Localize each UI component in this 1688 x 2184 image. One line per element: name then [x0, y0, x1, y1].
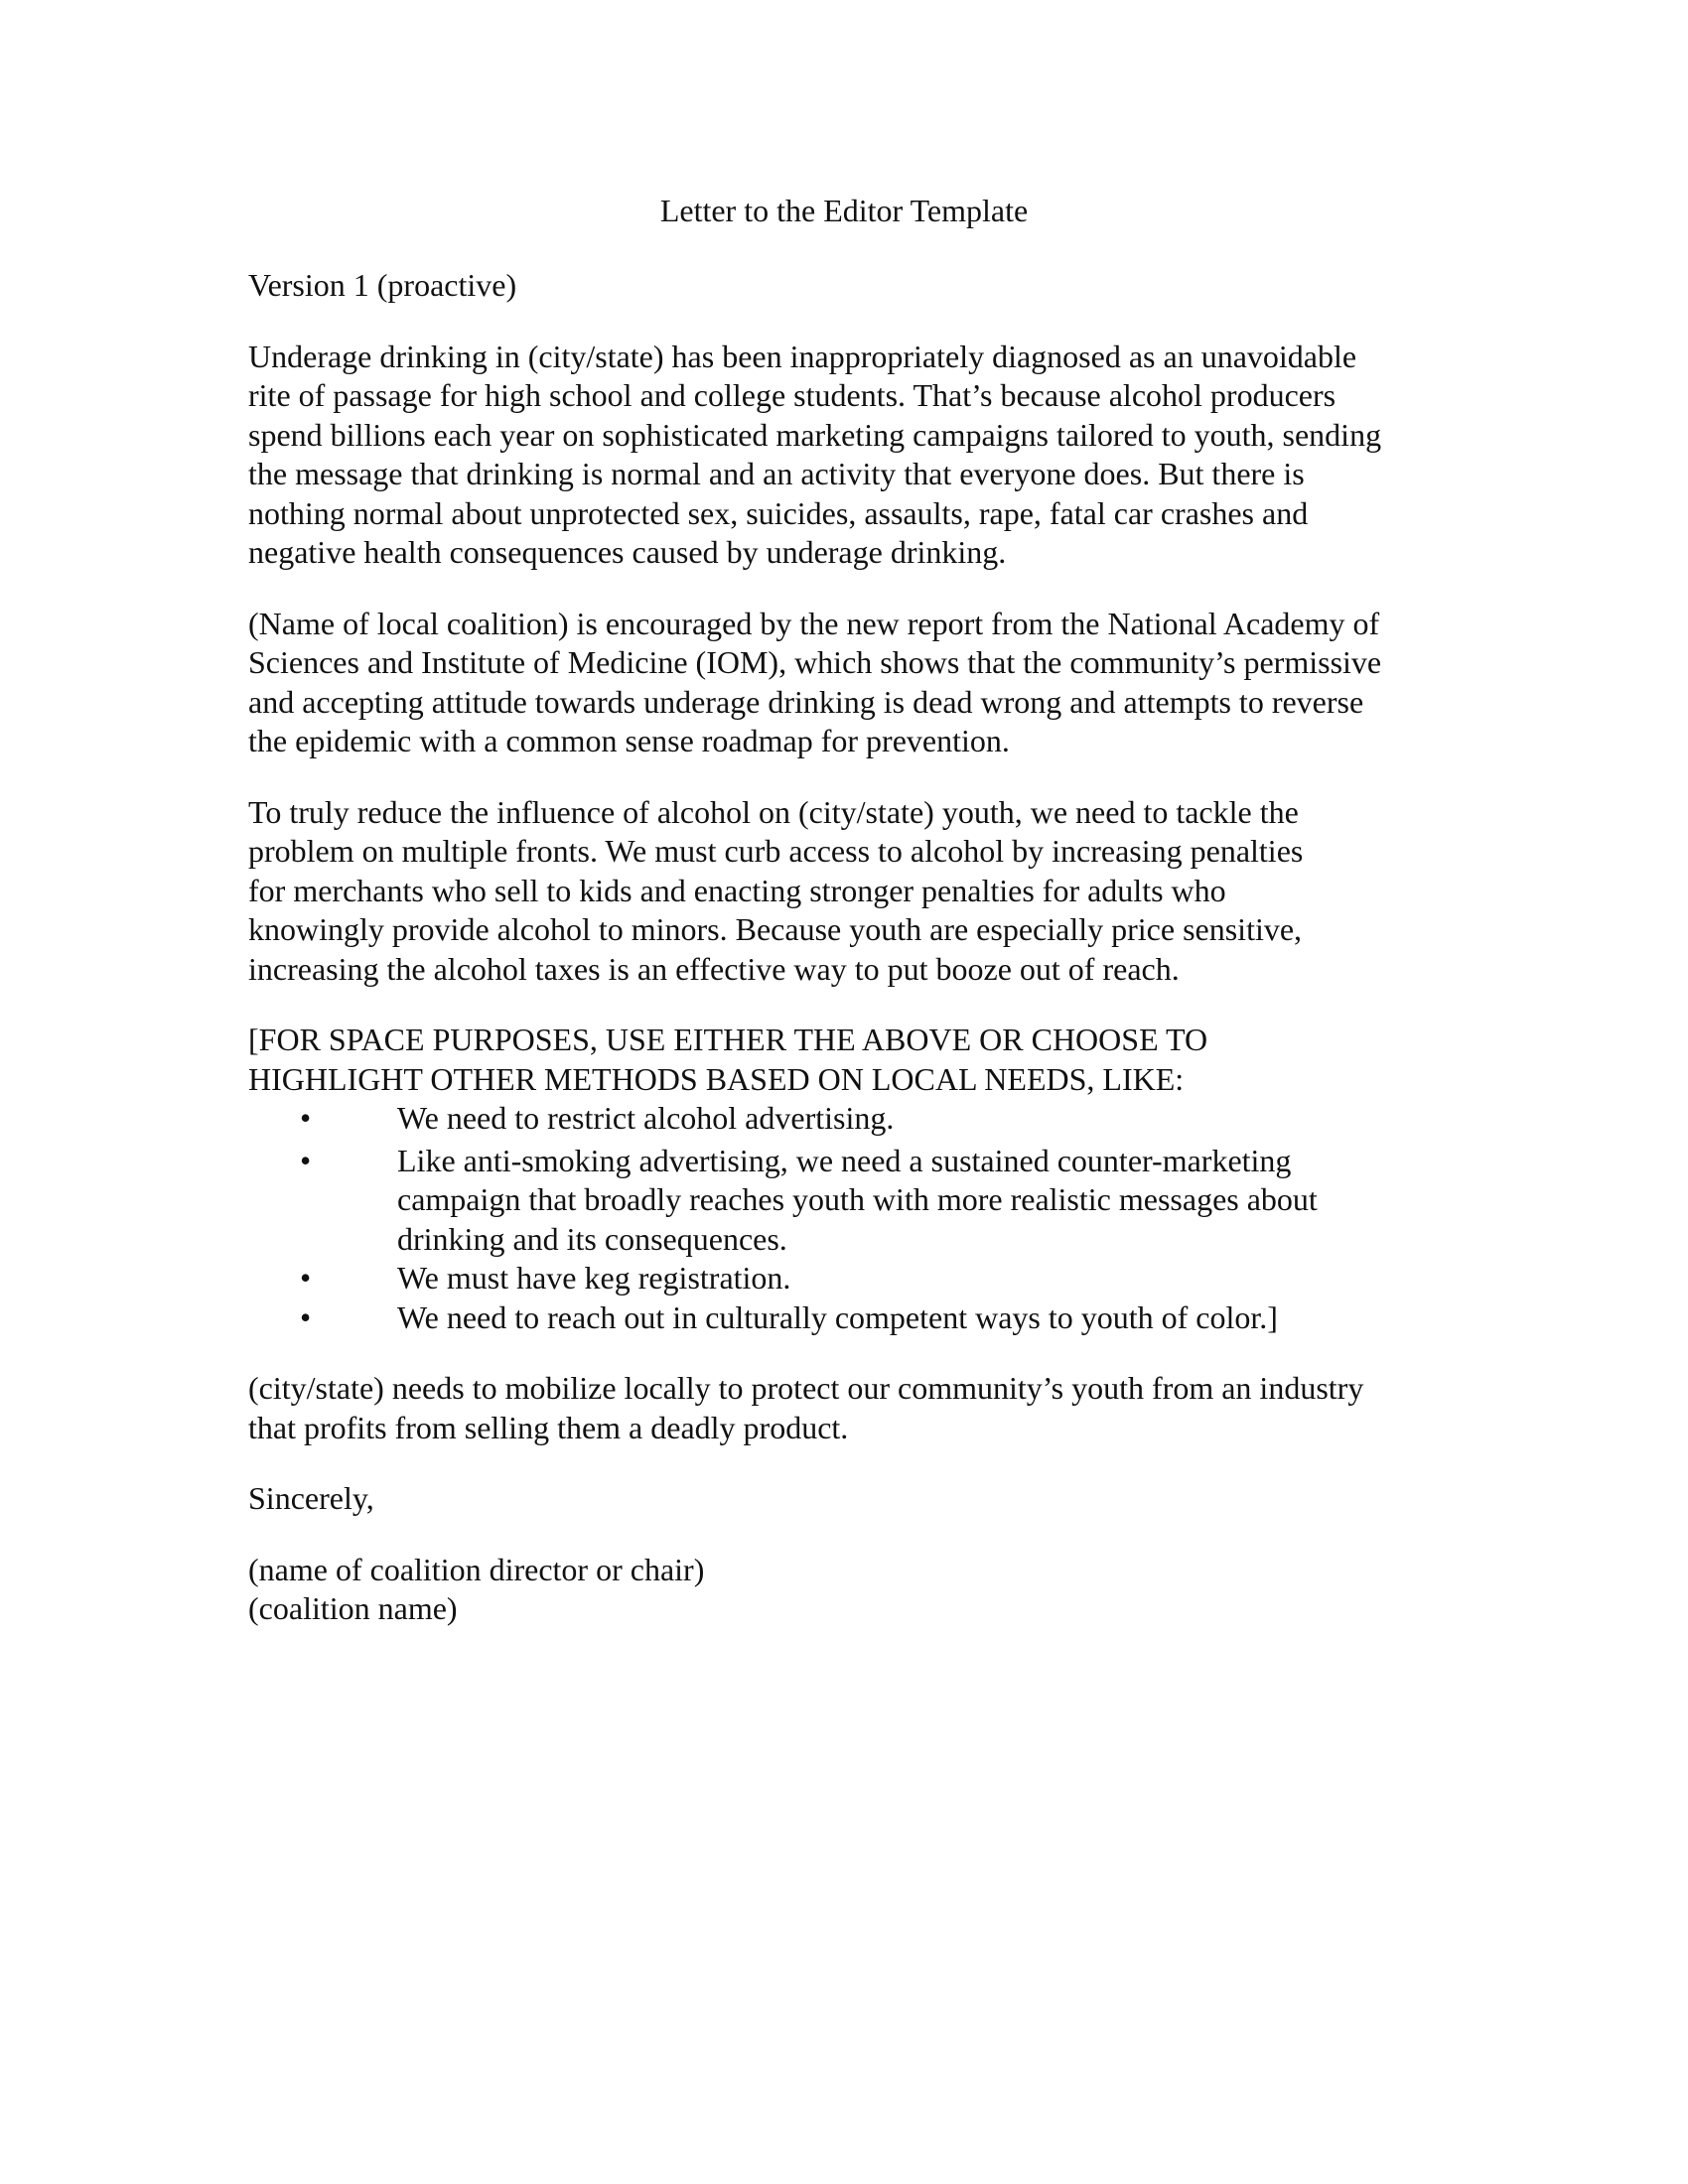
signature-block [248, 1551, 1460, 1629]
list-item [248, 1259, 1460, 1298]
paragraph-3 [248, 793, 1460, 990]
paragraph-line: the message that drinking is normal and an activity that everyone does. But there is [248, 456, 1305, 491]
paragraph-line: negative health consequences caused by underage drinking. [248, 534, 1007, 570]
closing-paragraph [248, 1369, 1460, 1447]
bullet-icon: • [300, 1298, 312, 1335]
spacer [248, 573, 1460, 605]
spacer [248, 1447, 1460, 1479]
list-item-text: Like anti-smoking advertising, we need a sustained counter-marketing [397, 1142, 1292, 1178]
paragraph-line: problem on multiple fronts. We must curb access to alcohol by increasing penalties [248, 833, 1304, 869]
document-title: Letter to the Editor Template [659, 193, 1029, 228]
letter-body [248, 266, 1460, 1629]
paragraph-line: for merchants who sell to kids and enacting stronger penalties for adults who [248, 872, 1226, 908]
bullet-icon: • [300, 1100, 312, 1136]
paragraph-line: that profits from selling them a deadly product. [248, 1409, 849, 1445]
paragraph-line: rite of passage for high school and college students. That’s because alcohol producers [248, 377, 1336, 413]
space-note-line: HIGHLIGHT OTHER METHODS BASED ON LOCAL NEEDS, LIKE: [248, 1060, 1185, 1097]
list-item-text: drinking and its consequences. [397, 1220, 787, 1257]
paragraph-line: To truly reduce the influence of alcohol on (city/state) youth, we need to tackle the [248, 793, 1299, 830]
list-item-text: We must have keg registration. [397, 1260, 791, 1296]
methods-list [248, 1099, 1460, 1337]
bullet-icon: • [300, 1142, 312, 1178]
paragraph-line: Sciences and Institute of Medicine (IOM), which shows that the community’s permissive [248, 644, 1382, 680]
version-text: Version 1 (proactive) [248, 267, 517, 303]
list-item-text: We need to reach out in culturally competent ways to youth of color.] [397, 1298, 1278, 1335]
list-item-text: We need to restrict alcohol advertising. [397, 1100, 895, 1136]
paragraph-line: increasing the alcohol taxes is an effective way to put booze out of reach. [248, 950, 1180, 987]
paragraph-line: spend billions each year on sophisticated marketing campaigns tailored to youth, sending [248, 416, 1382, 453]
space-note-line: [FOR SPACE PURPOSES, USE EITHER THE ABOVE OR CHOOSE TO [248, 1022, 1208, 1057]
space-note [248, 1021, 1460, 1337]
version-label [248, 266, 1460, 306]
signature-name: (name of coalition director or chair) [248, 1551, 705, 1587]
paragraph-2 [248, 605, 1460, 761]
paragraph-line: nothing normal about unprotected sex, suicides, assaults, rape, fatal car crashes and [248, 494, 1309, 531]
spacer [248, 761, 1460, 793]
paragraph-line: (Name of local coalition) is encouraged by the new report from the National Academy of [248, 605, 1380, 641]
spacer [248, 1337, 1460, 1369]
bullet-icon: • [300, 1260, 312, 1296]
signoff [248, 1479, 1460, 1519]
paragraph-line: Underage drinking in (city/state) has been inappropriately diagnosed as an unavoidable [248, 338, 1357, 374]
paragraph-line: the epidemic with a common sense roadmap for prevention. [248, 723, 1010, 758]
spacer [248, 989, 1460, 1021]
list-item-text: campaign that broadly reaches youth with more realistic messages about [397, 1181, 1318, 1217]
spacer [248, 1519, 1460, 1551]
signoff-text: Sincerely, [248, 1480, 374, 1516]
list-item [248, 1099, 1460, 1139]
paragraph-line: and accepting attitude towards underage drinking is dead wrong and attempts to reverse [248, 683, 1364, 720]
paragraph-line: (city/state) needs to mobilize locally to protect our community’s youth from an industry [248, 1370, 1364, 1406]
spacer [248, 306, 1460, 338]
signature-coalition: (coalition name) [248, 1590, 458, 1626]
list-item [248, 1142, 1460, 1260]
paragraph-1 [248, 338, 1460, 573]
paragraph-line: knowingly provide alcohol to minors. Because youth are especially price sensitive, [248, 911, 1303, 947]
list-item [248, 1298, 1460, 1338]
